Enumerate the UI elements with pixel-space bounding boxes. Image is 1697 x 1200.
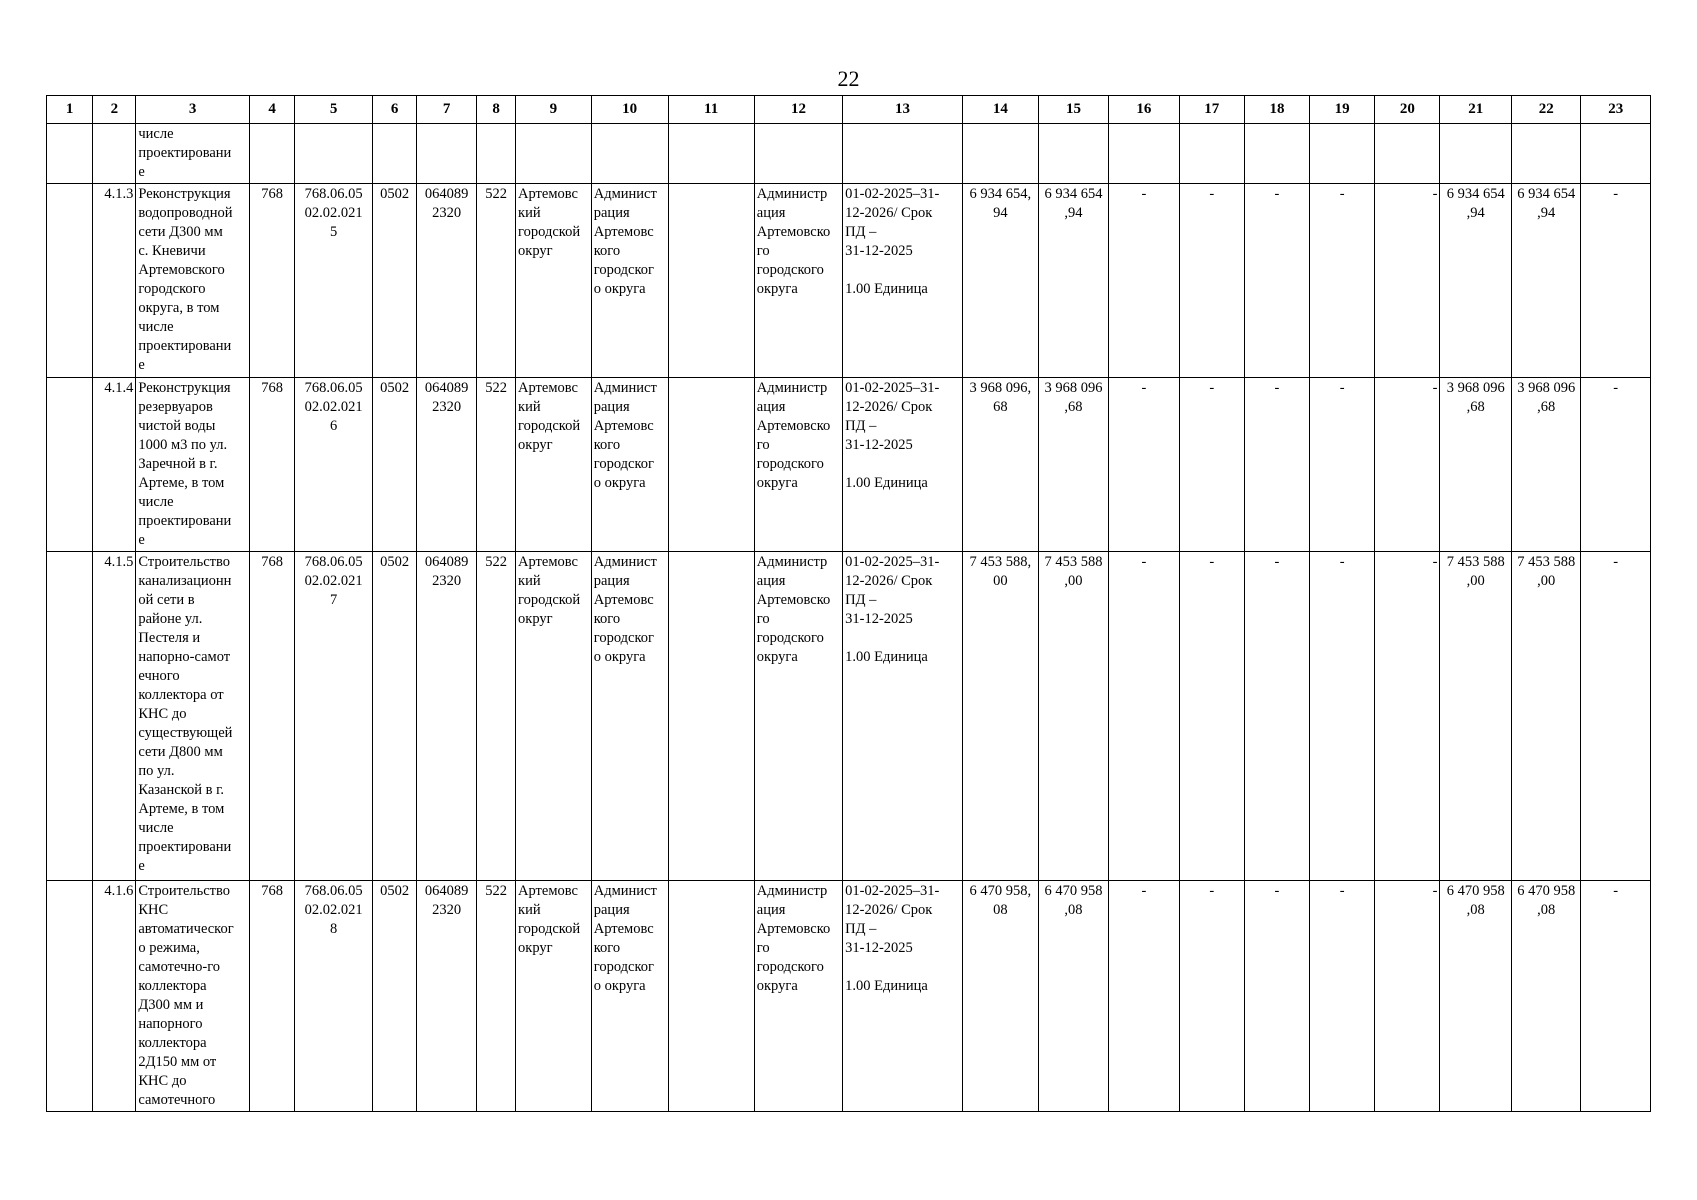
cell-c3: Строительство КНС автоматическог о режима, самотечно-го коллектора Д300 мм и напорного коллектора 2Д150 мм от КНС до самотечного bbox=[136, 881, 250, 1112]
cell-c2: 4.1.6 bbox=[93, 881, 136, 1112]
cell-c16: - bbox=[1109, 184, 1179, 378]
header-row bbox=[47, 96, 1651, 124]
cell-c11 bbox=[668, 881, 754, 1112]
cell-c22: 7 453 588 ,00 bbox=[1511, 552, 1580, 881]
cell-c23: - bbox=[1581, 378, 1651, 552]
cell-c13: 01-02-2025–31- 12-2026/ Срок ПД – 31-12-2025 1.00 Единица bbox=[843, 378, 963, 552]
cell-c7: 064089 2320 bbox=[417, 881, 477, 1112]
cell-c13: 01-02-2025–31- 12-2026/ Срок ПД – 31-12-2025 1.00 Единица bbox=[843, 552, 963, 881]
cell-c5: 768.06.05 02.02.021 8 bbox=[295, 881, 373, 1112]
cell-c12: Администр ация Артемовско го городского округа bbox=[754, 184, 842, 378]
cell-c16: - bbox=[1109, 552, 1179, 881]
column-header-4: 4 bbox=[249, 96, 294, 124]
cell-c6 bbox=[373, 124, 417, 184]
cell-c12: Администр ация Артемовско го городского округа bbox=[754, 378, 842, 552]
cell-c10: Админист рация Артемовс кого городског о округа bbox=[591, 881, 668, 1112]
cell-c7: 064089 2320 bbox=[417, 378, 477, 552]
cell-c14: 7 453 588, 00 bbox=[963, 552, 1039, 881]
cell-c2: 4.1.3 bbox=[93, 184, 136, 378]
table-row bbox=[47, 378, 1651, 552]
cell-c13: 01-02-2025–31- 12-2026/ Срок ПД – 31-12-2025 1.00 Единица bbox=[843, 881, 963, 1112]
cell-c16: - bbox=[1109, 378, 1179, 552]
cell-c20: - bbox=[1375, 881, 1440, 1112]
cell-c19: - bbox=[1310, 552, 1375, 881]
cell-c10: Админист рация Артемовс кого городског о округа bbox=[591, 184, 668, 378]
cell-c19 bbox=[1310, 124, 1375, 184]
cell-c3: числе проектировани е bbox=[136, 124, 250, 184]
column-header-20: 20 bbox=[1375, 96, 1440, 124]
cell-c15: 6 470 958 ,08 bbox=[1038, 881, 1108, 1112]
cell-c21: 6 470 958 ,08 bbox=[1440, 881, 1512, 1112]
column-header-16: 16 bbox=[1109, 96, 1179, 124]
table-body bbox=[47, 124, 1651, 1112]
cell-c19: - bbox=[1310, 881, 1375, 1112]
cell-c11 bbox=[668, 378, 754, 552]
cell-c8: 522 bbox=[477, 378, 516, 552]
cell-c22: 3 968 096 ,68 bbox=[1511, 378, 1580, 552]
cell-c9: Артемовс кий городской округ bbox=[516, 552, 592, 881]
cell-c23: - bbox=[1581, 881, 1651, 1112]
cell-c23 bbox=[1581, 124, 1651, 184]
cell-c1 bbox=[47, 378, 93, 552]
column-header-18: 18 bbox=[1244, 96, 1309, 124]
cell-c1 bbox=[47, 552, 93, 881]
cell-c21 bbox=[1440, 124, 1512, 184]
cell-c14 bbox=[963, 124, 1039, 184]
cell-c18: - bbox=[1244, 184, 1309, 378]
cell-c12: Администр ация Артемовско го городского округа bbox=[754, 881, 842, 1112]
cell-c11 bbox=[668, 124, 754, 184]
cell-c18: - bbox=[1244, 378, 1309, 552]
cell-c14: 6 470 958, 08 bbox=[963, 881, 1039, 1112]
cell-c14: 6 934 654, 94 bbox=[963, 184, 1039, 378]
cell-c21: 3 968 096 ,68 bbox=[1440, 378, 1512, 552]
cell-c6: 0502 bbox=[373, 881, 417, 1112]
cell-c3: Реконструкция резервуаров чистой воды 1000 м3 по ул. Заречной в г. Артеме, в том числе проектировани е bbox=[136, 378, 250, 552]
cell-c1 bbox=[47, 124, 93, 184]
column-header-5: 5 bbox=[295, 96, 373, 124]
column-header-21: 21 bbox=[1440, 96, 1512, 124]
column-header-3: 3 bbox=[136, 96, 250, 124]
column-header-11: 11 bbox=[668, 96, 754, 124]
cell-c9 bbox=[516, 124, 592, 184]
column-header-7: 7 bbox=[417, 96, 477, 124]
cell-c11 bbox=[668, 184, 754, 378]
cell-c19: - bbox=[1310, 184, 1375, 378]
cell-c23: - bbox=[1581, 184, 1651, 378]
column-header-19: 19 bbox=[1310, 96, 1375, 124]
column-header-1: 1 bbox=[47, 96, 93, 124]
continuation-row bbox=[47, 124, 1651, 184]
cell-c22: 6 470 958 ,08 bbox=[1511, 881, 1580, 1112]
cell-c4: 768 bbox=[249, 378, 294, 552]
cell-c4: 768 bbox=[249, 184, 294, 378]
cell-c8: 522 bbox=[477, 184, 516, 378]
cell-c18 bbox=[1244, 124, 1309, 184]
table-row bbox=[47, 552, 1651, 881]
cell-c9: Артемовс кий городской округ bbox=[516, 184, 592, 378]
cell-c19: - bbox=[1310, 378, 1375, 552]
column-header-22: 22 bbox=[1511, 96, 1580, 124]
cell-c22 bbox=[1511, 124, 1580, 184]
cell-c7: 064089 2320 bbox=[417, 184, 477, 378]
cell-c10: Админист рация Артемовс кого городског о округа bbox=[591, 552, 668, 881]
cell-c20: - bbox=[1375, 378, 1440, 552]
cell-c21: 7 453 588 ,00 bbox=[1440, 552, 1512, 881]
cell-c18: - bbox=[1244, 881, 1309, 1112]
column-header-2: 2 bbox=[93, 96, 136, 124]
column-header-23: 23 bbox=[1581, 96, 1651, 124]
cell-c7 bbox=[417, 124, 477, 184]
cell-c4: 768 bbox=[249, 552, 294, 881]
cell-c1 bbox=[47, 184, 93, 378]
cell-c10 bbox=[591, 124, 668, 184]
cell-c15: 3 968 096 ,68 bbox=[1038, 378, 1108, 552]
table-row bbox=[47, 881, 1651, 1112]
cell-c17 bbox=[1179, 124, 1244, 184]
cell-c8: 522 bbox=[477, 881, 516, 1112]
column-header-12: 12 bbox=[754, 96, 842, 124]
cell-c18: - bbox=[1244, 552, 1309, 881]
cell-c9: Артемовс кий городской округ bbox=[516, 881, 592, 1112]
cell-c22: 6 934 654 ,94 bbox=[1511, 184, 1580, 378]
cell-c23: - bbox=[1581, 552, 1651, 881]
cell-c5: 768.06.05 02.02.021 7 bbox=[295, 552, 373, 881]
cell-c15 bbox=[1038, 124, 1108, 184]
cell-c13 bbox=[843, 124, 963, 184]
column-header-8: 8 bbox=[477, 96, 516, 124]
cell-c8 bbox=[477, 124, 516, 184]
cell-c14: 3 968 096, 68 bbox=[963, 378, 1039, 552]
cell-c17: - bbox=[1179, 881, 1244, 1112]
cell-c5 bbox=[295, 124, 373, 184]
page-number: 22 bbox=[837, 66, 860, 91]
table-row bbox=[47, 184, 1651, 378]
cell-c5: 768.06.05 02.02.021 5 bbox=[295, 184, 373, 378]
cell-c2: 4.1.5 bbox=[93, 552, 136, 881]
column-header-14: 14 bbox=[963, 96, 1039, 124]
cell-c6: 0502 bbox=[373, 378, 417, 552]
cell-c17: - bbox=[1179, 184, 1244, 378]
cell-c2 bbox=[93, 124, 136, 184]
column-header-9: 9 bbox=[516, 96, 592, 124]
cell-c6: 0502 bbox=[373, 552, 417, 881]
column-header-10: 10 bbox=[591, 96, 668, 124]
cell-c17: - bbox=[1179, 552, 1244, 881]
cell-c16: - bbox=[1109, 881, 1179, 1112]
cell-c12 bbox=[754, 124, 842, 184]
column-header-17: 17 bbox=[1179, 96, 1244, 124]
cell-c12: Администр ация Артемовско го городского округа bbox=[754, 552, 842, 881]
cell-c7: 064089 2320 bbox=[417, 552, 477, 881]
cell-c11 bbox=[668, 552, 754, 881]
cell-c15: 7 453 588 ,00 bbox=[1038, 552, 1108, 881]
cell-c20 bbox=[1375, 124, 1440, 184]
cell-c3: Строительство канализационн ой сети в районе ул. Пестеля и напорно-самот ечного коллектора от КНС до существующей сети Д800 мм по ул. Казанской в г. Артеме, в том числе проектировани е bbox=[136, 552, 250, 881]
cell-c1 bbox=[47, 881, 93, 1112]
cell-c17: - bbox=[1179, 378, 1244, 552]
cell-c21: 6 934 654 ,94 bbox=[1440, 184, 1512, 378]
cell-c15: 6 934 654 ,94 bbox=[1038, 184, 1108, 378]
cell-c6: 0502 bbox=[373, 184, 417, 378]
data-table bbox=[46, 95, 1651, 1112]
cell-c2: 4.1.4 bbox=[93, 378, 136, 552]
cell-c4 bbox=[249, 124, 294, 184]
cell-c9: Артемовс кий городской округ bbox=[516, 378, 592, 552]
cell-c3: Реконструкция водопроводной сети Д300 мм с. Кневичи Артемовского городского округа, в том числе проектировани е bbox=[136, 184, 250, 378]
column-header-13: 13 bbox=[843, 96, 963, 124]
cell-c20: - bbox=[1375, 552, 1440, 881]
cell-c4: 768 bbox=[249, 881, 294, 1112]
cell-c8: 522 bbox=[477, 552, 516, 881]
cell-c13: 01-02-2025–31- 12-2026/ Срок ПД – 31-12-2025 1.00 Единица bbox=[843, 184, 963, 378]
column-header-6: 6 bbox=[373, 96, 417, 124]
cell-c16 bbox=[1109, 124, 1179, 184]
cell-c5: 768.06.05 02.02.021 6 bbox=[295, 378, 373, 552]
cell-c10: Админист рация Артемовс кого городског о округа bbox=[591, 378, 668, 552]
cell-c20: - bbox=[1375, 184, 1440, 378]
column-header-15: 15 bbox=[1038, 96, 1108, 124]
